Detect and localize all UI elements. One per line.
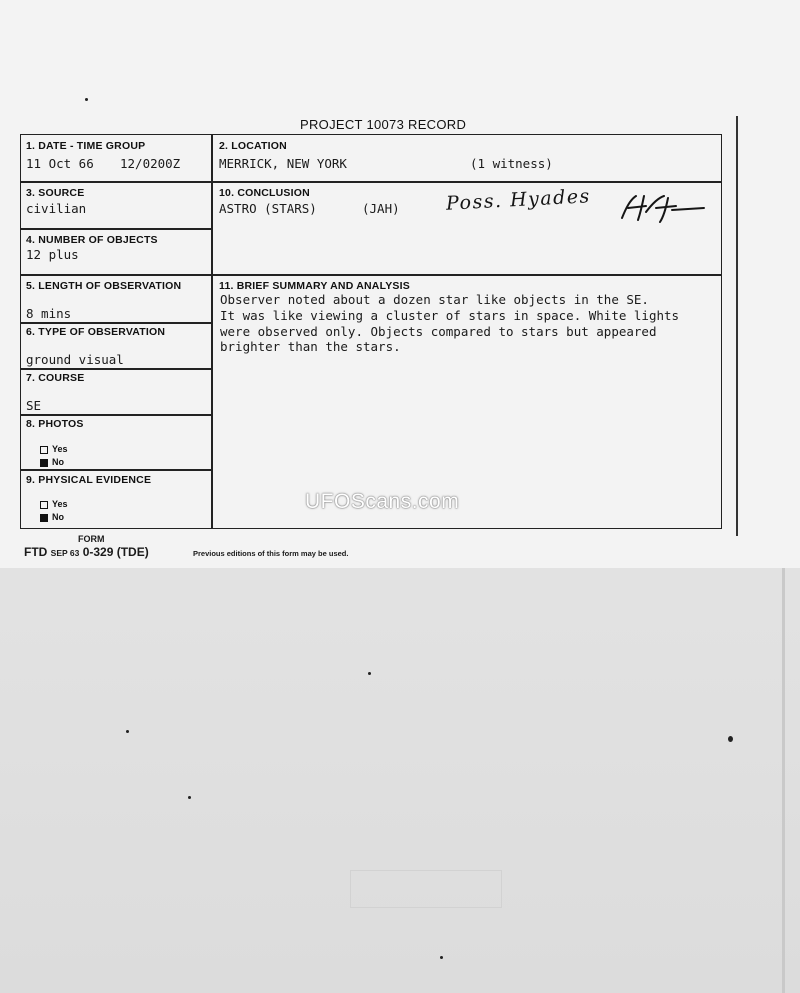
footer-form-code [24, 545, 149, 559]
scan-speck [126, 730, 129, 733]
bleed-through-mark [350, 870, 502, 908]
footer-form-number: 0-329 (TDE) [82, 545, 149, 559]
row-divider [21, 228, 211, 230]
summary-label: 11. BRIEF SUMMARY AND ANALYSIS [219, 280, 410, 292]
physical-evidence-label: 9. PHYSICAL EVIDENCE [26, 474, 152, 486]
type-of-observation-label: 6. TYPE OF OBSERVATION [26, 326, 166, 338]
footer-form-date: SEP 63 [50, 548, 80, 558]
watermark: UFOScans.com [305, 490, 460, 513]
photos-yes-checkbox [40, 446, 48, 454]
date-time-label: 1. DATE - TIME GROUP [26, 140, 146, 152]
witness-count: (1 witness) [470, 156, 553, 171]
scan-speck [728, 736, 733, 742]
conclusion-label: 10. CONCLUSION [219, 187, 310, 199]
scan-speck [440, 956, 443, 959]
photos-no-label: No [52, 457, 64, 467]
number-of-objects-value: 12 plus [26, 247, 79, 262]
row-divider [211, 274, 721, 276]
form-title: PROJECT 10073 RECORD [300, 117, 467, 132]
photos-no-option [40, 457, 64, 467]
row-divider [21, 274, 211, 276]
row-divider [21, 181, 211, 183]
evidence-yes-label: Yes [52, 499, 68, 509]
row-divider [21, 322, 211, 324]
date-value: 11 Oct 66 [26, 156, 94, 171]
scan-speck [188, 796, 191, 799]
row-divider [21, 414, 211, 416]
photos-no-checkbox-checked [40, 459, 48, 467]
location-value: MERRICK, NEW YORK [219, 156, 347, 171]
source-label: 3. SOURCE [26, 187, 85, 199]
location-label: 2. LOCATION [219, 140, 287, 152]
time-value: 12/0200Z [120, 156, 181, 171]
scan-speck [368, 672, 371, 675]
evidence-yes-option [40, 499, 68, 509]
evidence-no-label: No [52, 512, 64, 522]
evidence-no-checkbox-checked [40, 514, 48, 522]
course-value: SE [26, 398, 42, 413]
conclusion-value: ASTRO (STARS) [219, 201, 317, 216]
photos-label: 8. PHOTOS [26, 418, 84, 430]
row-divider [21, 368, 211, 370]
evidence-yes-checkbox [40, 501, 48, 509]
conclusion-initials: (JAH) [362, 201, 400, 216]
type-of-observation-value: ground visual [26, 352, 124, 367]
column-divider [211, 135, 213, 528]
footer-form-word: FORM [78, 534, 105, 544]
number-of-objects-label: 4. NUMBER OF OBJECTS [26, 234, 158, 246]
handwritten-initials-mark [616, 190, 706, 224]
photos-yes-label: Yes [52, 444, 68, 454]
photos-yes-option [40, 444, 68, 454]
row-divider [211, 181, 721, 183]
summary-text: Observer noted about a dozen star like objects in the SE. It was like viewing a cluster of stars in space. White lights were observed only. Objects compared to stars but appeared brighter than the stars. [220, 292, 680, 355]
source-value: civilian [26, 201, 87, 216]
length-of-observation-label: 5. LENGTH OF OBSERVATION [26, 280, 182, 292]
margin-rule [736, 116, 738, 536]
course-label: 7. COURSE [26, 372, 85, 384]
footer-note: Previous editions of this form may be used. [193, 549, 349, 558]
scan-speck [85, 98, 88, 101]
evidence-no-option [40, 512, 64, 522]
length-of-observation-value: 8 mins [26, 306, 72, 321]
row-divider [21, 469, 211, 471]
footer-form-prefix: FTD [24, 545, 48, 559]
handwritten-note: Poss. Hyades [445, 185, 592, 215]
